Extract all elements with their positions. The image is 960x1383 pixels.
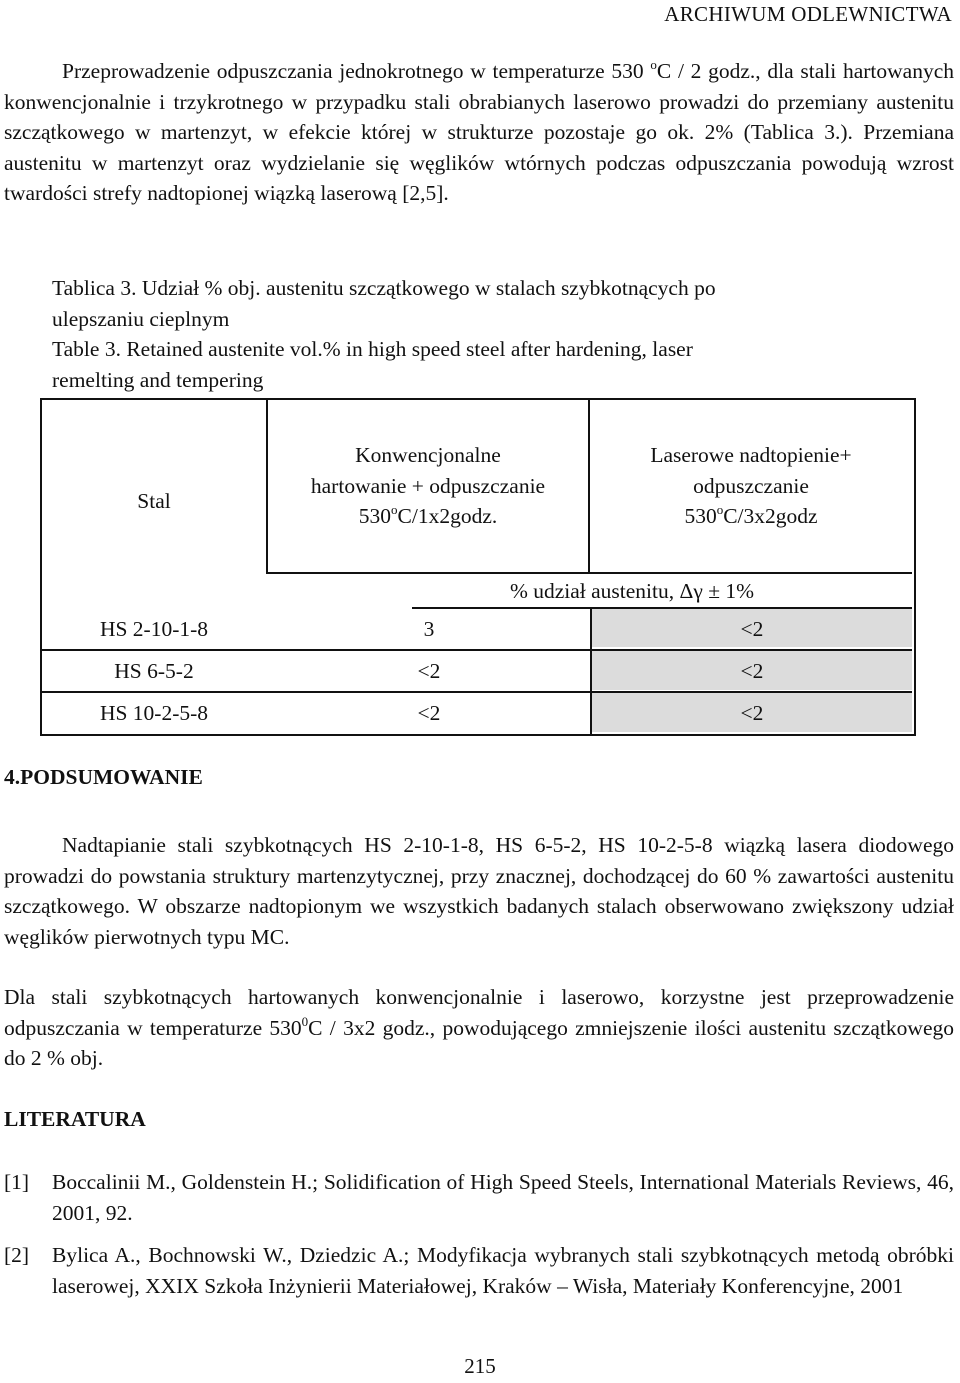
- row2-steel: HS 6-5-2: [114, 659, 194, 683]
- intro-paragraph: [4, 56, 954, 209]
- row3-conventional: <2: [417, 701, 441, 725]
- caption-pl-line2: ulepszaniu cieplnym: [52, 306, 230, 331]
- reference-number-1: [1]: [4, 1170, 30, 1194]
- reference-text-1: Boccalinii M., Goldenstein H.; Solidification of High Speed Steels, International Materials Reviews, 46, 2001, 92.: [52, 1170, 954, 1225]
- header-conv-degree: o: [391, 502, 398, 517]
- header-laser-time: C/3x2godz: [723, 504, 818, 528]
- table-caption: [52, 273, 912, 395]
- journal-header: ARCHIWUM ODLEWNICTWA: [664, 2, 952, 26]
- table-hline-row2: [40, 691, 912, 693]
- row2-conventional: <2: [417, 659, 441, 683]
- unit-row-label: % udział austenitu, Δγ ± 1%: [509, 579, 755, 603]
- header-conventional: [268, 440, 588, 532]
- header-steel: Stal: [137, 489, 171, 513]
- header-laser-degree: o: [716, 502, 724, 517]
- reference-item-2: [4, 1240, 954, 1332]
- degree-superscript: o: [650, 57, 657, 72]
- intro-text-rest: C / 2 godz., dla stali hartowanych konwencjonalnie i trzykrotnego w przypadku stali obrabianych laserowo prowadzi do przemiany austenitu szczątkowego w martenzyt, w efekcie której w strukturze pozostaje go ok. 2% (Tablica 3.). Przemiana austenitu w martenzyt oraz wydzielanie się węglików wtórnych podczas odpuszczania powodują wzrost twardości strefy nadtopionej wiązką laserową [2,5].: [4, 59, 954, 205]
- reference-item-1: [4, 1167, 954, 1229]
- header-laser-line1: Laserowe nadtopienie+: [650, 443, 852, 467]
- header-conv-time: C/1x2godz.: [397, 504, 498, 528]
- row1-steel: HS 2-10-1-8: [99, 617, 209, 641]
- austenite-table: [40, 398, 914, 734]
- header-conv-line3: [268, 501, 588, 532]
- reference-text-2: Bylica A., Bochnowski W., Dziedzic A.; Modyfikacja wybranych stali szybkotnących metodą obróbki laserowej, XXIX Szkoła Inżynierii Materiałowej, Kraków – Wisła, Materiały Konferencyjne, 2001: [52, 1243, 954, 1298]
- intro-text-start: Przeprowadzenie odpuszczania jednokrotnego w temperaturze 530: [62, 59, 651, 83]
- row1-laser: <2: [740, 617, 764, 641]
- header-laser-line2: odpuszczanie: [693, 473, 809, 498]
- header-laser-temp: 530: [684, 504, 717, 528]
- caption-pl-line1: Tablica 3. Udział % obj. austenitu szczątkowego w stalach szybkotnących po: [52, 276, 716, 300]
- row3-steel: HS 10-2-5-8: [99, 701, 209, 725]
- table-hline-unit: [412, 607, 912, 609]
- page-number: 215: [464, 1354, 496, 1378]
- table-hline-header: [266, 572, 912, 574]
- header-laser: [590, 440, 912, 532]
- summary-paragraph-2: [4, 982, 954, 1074]
- reference-number-2: [2]: [4, 1243, 30, 1267]
- header-conv-temp: 530: [358, 504, 391, 528]
- summary-heading: 4.PODSUMOWANIE: [4, 765, 203, 789]
- caption-en-line2: remelting and tempering: [52, 367, 264, 392]
- summary-paragraph-1: Nadtapianie stali szybkotnących HS 2-10-1-8, HS 6-5-2, HS 10-2-5-8 wiązką lasera diodowego prowadzi do powstania struktury martenzytycznej, przy znacznej, dochodzącej do 60 % zawartości austenitu szczątkowego. W obszarze nadtopionym we wszystkich badanych stalach obserwowano zwiększony udział węglików pierwotnych typu MC.: [4, 833, 954, 949]
- header-laser-line3: [590, 501, 912, 532]
- summary-p2-degree: 0: [301, 1013, 309, 1029]
- references-heading: LITERATURA: [4, 1107, 146, 1131]
- header-conv-line1: Konwencjonalne: [355, 443, 501, 467]
- row3-laser: <2: [740, 701, 764, 725]
- summary-p2-rest: C / 3x2 godz., powodującego zmniejszenie ilości austenitu szczątkowego do 2 % obj.: [4, 1015, 954, 1070]
- caption-en-line1: Table 3. Retained austenite vol.% in high speed steel after hardening, laser: [52, 337, 693, 361]
- summary-p2-start: Dla stali szybkotnących hartowanych konwencjonalnie i laserowo, korzystne jest przeprowadzenie odpuszczania w temperaturze 530: [4, 985, 954, 1040]
- table-hline-row1: [40, 649, 912, 651]
- row2-laser: <2: [740, 659, 764, 683]
- header-conv-line2: hartowanie + odpuszczanie: [310, 473, 546, 498]
- row1-conventional: 3: [423, 617, 435, 641]
